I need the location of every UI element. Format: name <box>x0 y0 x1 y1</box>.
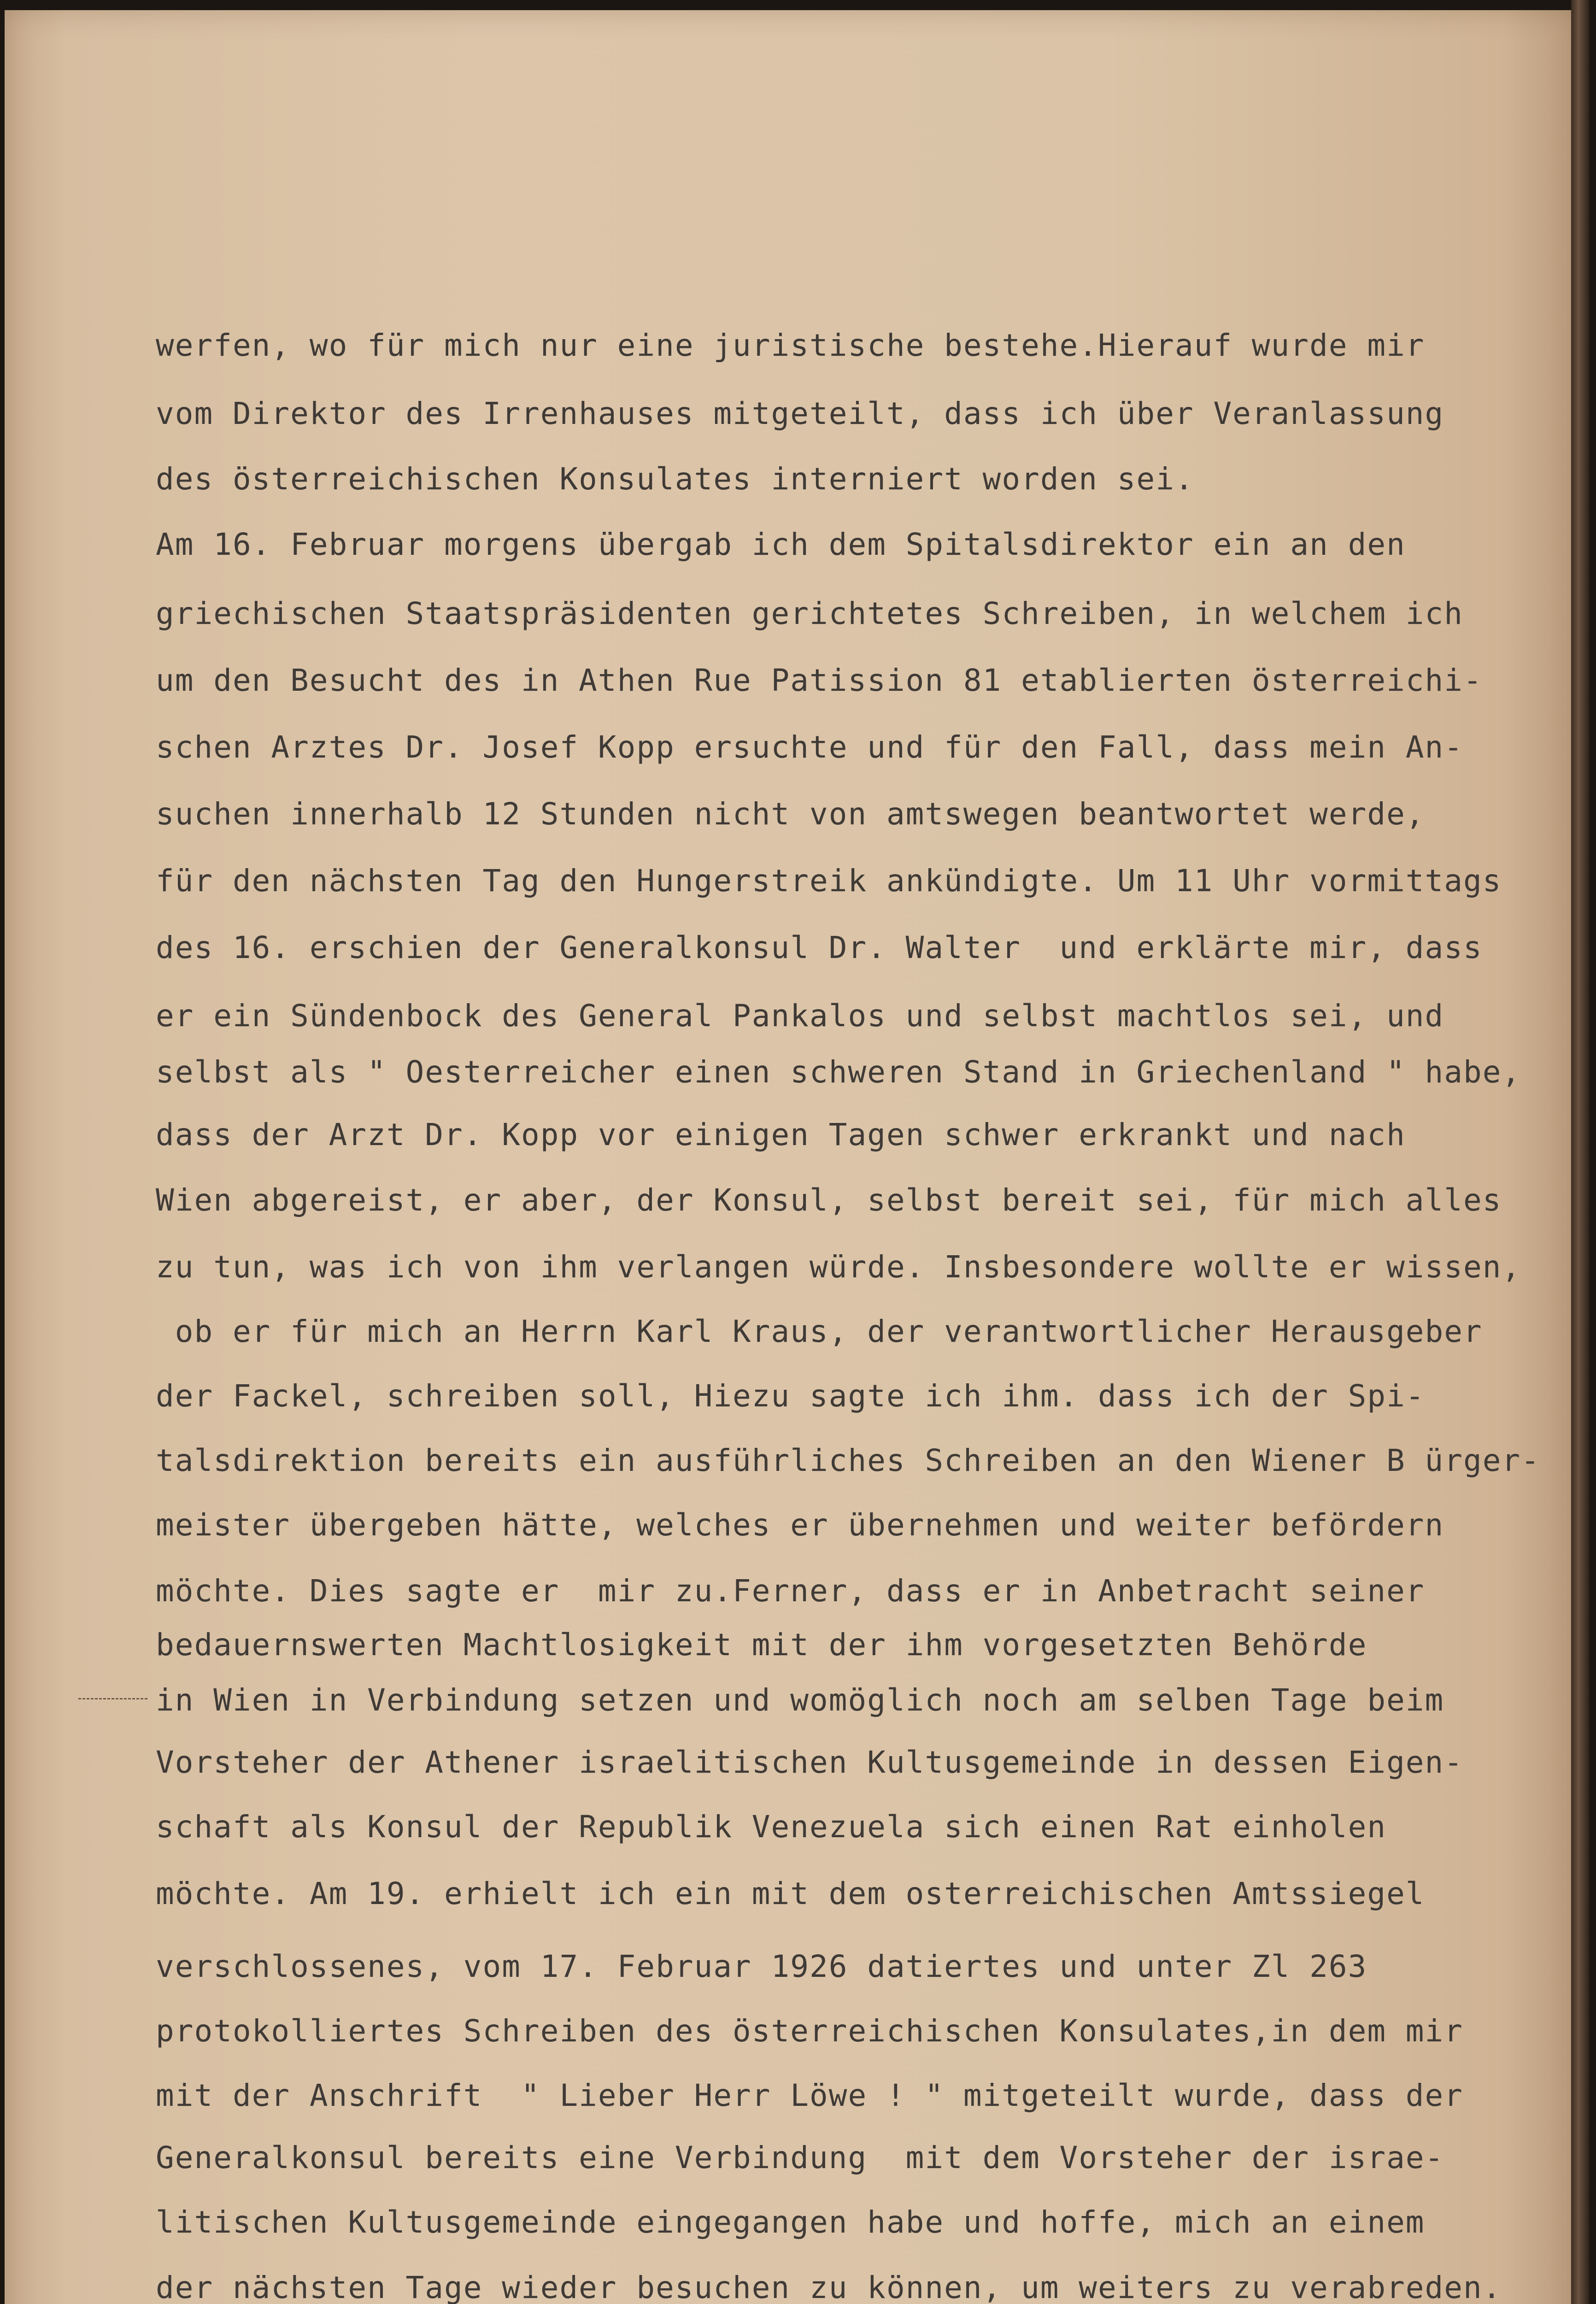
text-line: litischen Kultusgemeinde eingegangen habe und hoffe, mich an einem <box>156 2204 1425 2240</box>
text-line: talsdirektion bereits ein ausführliches Schreiben an den Wiener B ürger- <box>156 1443 1540 1478</box>
text-line: meister übergeben hätte, welches er übernehmen und weiter befördern <box>156 1507 1444 1543</box>
text-line: ob er für mich an Herrn Karl Kraus, der verantwortlicher Herausgeber <box>156 1314 1483 1349</box>
text-line: der Fackel, schreiben soll, Hiezu sagte ich ihm. dass ich der Spi- <box>156 1378 1425 1414</box>
text-line: er ein Sündenbock des General Pankalos und selbst machtlos sei, und <box>156 998 1444 1034</box>
text-line: des österreichischen Konsulates interniert worden sei. <box>156 461 1194 497</box>
text-line: des 16. erschien der Generalkonsul Dr. Walter und erklärte mir, dass <box>156 930 1483 965</box>
text-line: Wien abgereist, er aber, der Konsul, selbst bereit sei, für mich alles <box>156 1182 1502 1218</box>
text-line: möchte. Dies sagte er mir zu.Ferner, dass er in Anbetracht seiner <box>156 1573 1425 1609</box>
text-line: werfen, wo für mich nur eine juristische bestehe.Hierauf wurde mir <box>156 328 1425 363</box>
text-line: in Wien in Verbindung setzen und womöglich noch am selben Tage beim <box>156 1682 1444 1718</box>
text-line: der nächsten Tage wieder besuchen zu können, um weiters zu verabreden. <box>156 2270 1502 2304</box>
text-line: möchte. Am 19. erhielt ich ein mit dem osterreichischen Amtssiegel <box>156 1876 1425 1911</box>
text-line: verschlossenes, vom 17. Februar 1926 datiertes und unter Zl 263 <box>156 1949 1367 1984</box>
text-line: Vorsteher der Athener israelitischen Kultusgemeinde in dessen Eigen- <box>156 1745 1464 1780</box>
text-line: um den Besucht des in Athen Rue Patission 81 etablierten österreichi- <box>156 663 1483 698</box>
text-line: griechischen Staatspräsidenten gerichtetes Schreiben, in welchem ich <box>156 596 1464 631</box>
text-line: Generalkonsul bereits eine Verbindung mit dem Vorsteher der israe- <box>156 2140 1444 2175</box>
text-line: für den nächsten Tag den Hungerstreik ankündigte. Um 11 Uhr vormittags <box>156 863 1502 899</box>
text-line: schaft als Konsul der Republik Venezuela sich einen Rat einholen <box>156 1809 1387 1845</box>
text-line: Am 16. Februar morgens übergab ich dem Spitalsdirektor ein an den <box>156 527 1406 562</box>
text-line: protokolliertes Schreiben des österreichischen Konsulates,in dem mir <box>156 2013 1464 2049</box>
text-line: mit der Anschrift " Lieber Herr Löwe ! " mitgeteilt wurde, dass der <box>156 2078 1464 2113</box>
text-line: suchen innerhalb 12 Stunden nicht von amtswegen beantwortet werde, <box>156 796 1425 832</box>
text-line: vom Direktor des Irrenhauses mitgeteilt, dass ich über Veranlassung <box>156 396 1444 431</box>
text-line: zu tun, was ich von ihm verlangen würde. Insbesondere wollte er wissen, <box>156 1249 1521 1285</box>
text-line: selbst als " Oesterreicher einen schweren Stand in Griechenland " habe, <box>156 1054 1521 1090</box>
text-line: schen Arztes Dr. Josef Kopp ersuchte und für den Fall, dass mein An- <box>156 729 1464 765</box>
text-line: bedauernswerten Machtlosigkeit mit der ihm vorgesetzten Behörde <box>156 1627 1367 1663</box>
text-line: dass der Arzt Dr. Kopp vor einigen Tagen schwer erkrankt und nach <box>156 1117 1406 1152</box>
